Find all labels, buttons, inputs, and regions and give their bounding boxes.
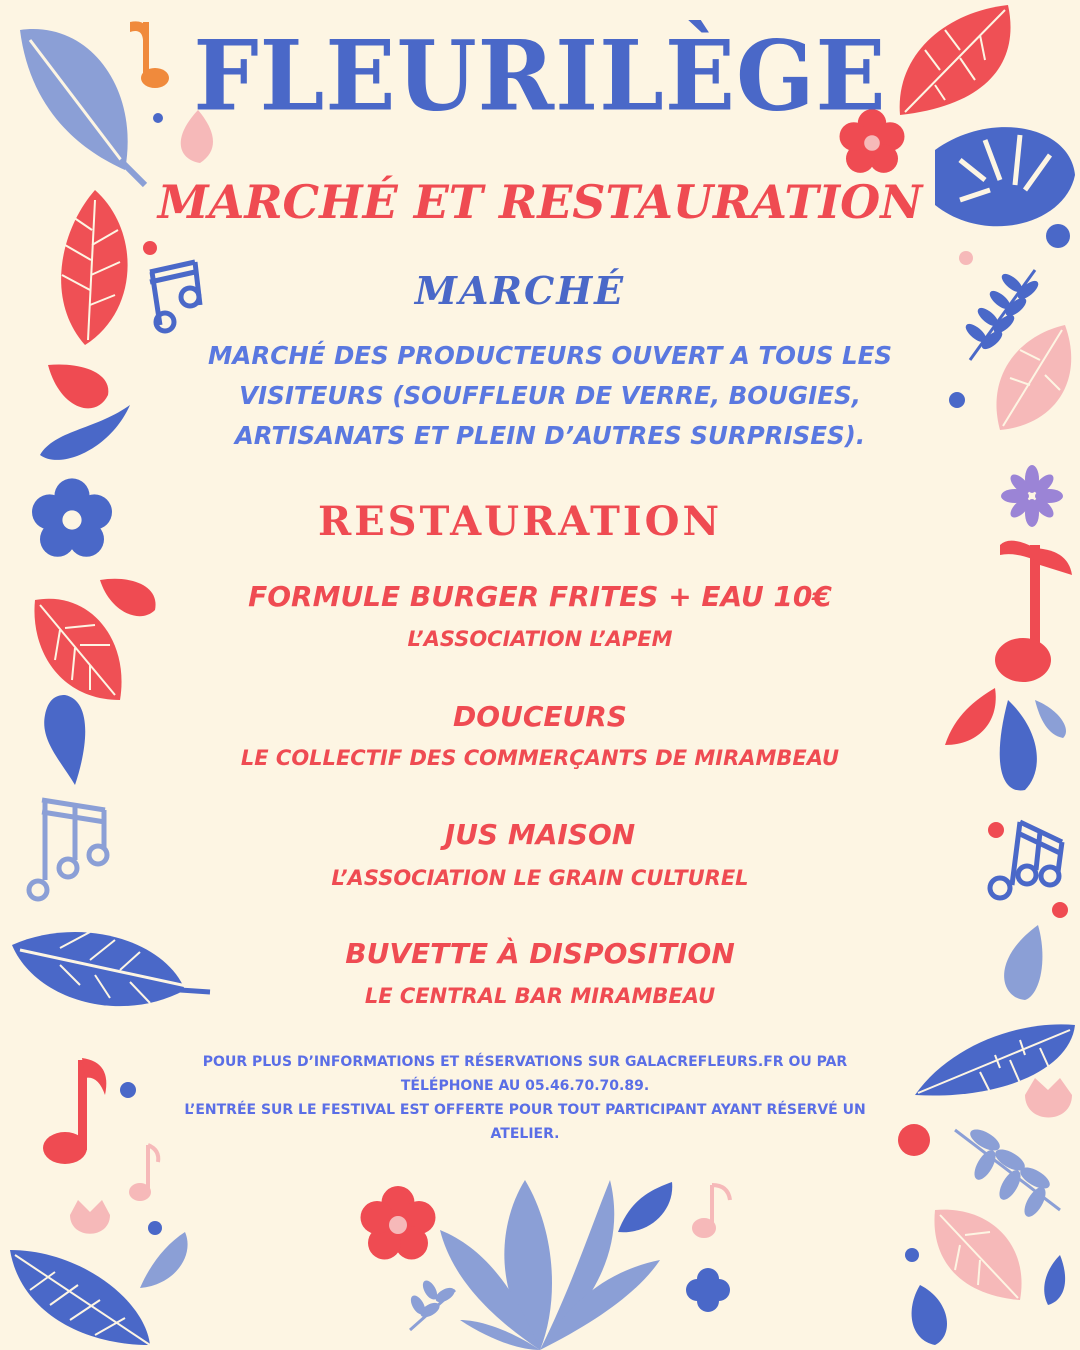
poster-subtitle: MARCHÉ ET RESTAURATION	[157, 175, 923, 229]
footer-info	[160, 1050, 890, 1146]
food-item-provider: L’ASSOCIATION L’APEM	[407, 627, 673, 651]
food-item-provider: L’ASSOCIATION LE GRAIN CULTUREL	[331, 866, 749, 890]
food-item-title: BUVETTE À DISPOSITION	[345, 937, 735, 970]
section-heading-restauration: RESTAURATION	[317, 498, 723, 545]
food-item-provider: LE COLLECTIF DES COMMERÇANTS DE MIRAMBEAU	[240, 746, 840, 770]
section-heading-marche: MARCHÉ	[414, 268, 626, 313]
marche-description: MARCHÉ DES PRODUCTEURS OUVERT A TOUS LES VISITEURS (SOUFFLEUR DE VERRE, BOUGIES, ARTISANATS ET PLEIN D’AUTRES SURPRISES).	[208, 341, 892, 450]
poster-title: FLEURILÈGE	[193, 19, 887, 133]
food-item-title: JUS MAISON	[444, 818, 636, 851]
food-item-title: DOUCEURS	[453, 700, 627, 733]
footer-entry-line: L’ENTRÉE SUR LE FESTIVAL EST OFFERTE POUR TOUT PARTICIPANT AYANT RÉSERVÉ UN ATELIER.	[184, 1102, 866, 1142]
food-item-title: FORMULE BURGER FRITES + EAU 10€	[248, 580, 832, 613]
footer-contact-line: POUR PLUS D’INFORMATIONS ET RÉSERVATIONS SUR GALACREFLEURS.FR OU PAR TÉLÉPHONE AU 05.46.70.70.89.	[202, 1054, 848, 1094]
food-item-provider: LE CENTRAL BAR MIRAMBEAU	[364, 984, 716, 1008]
